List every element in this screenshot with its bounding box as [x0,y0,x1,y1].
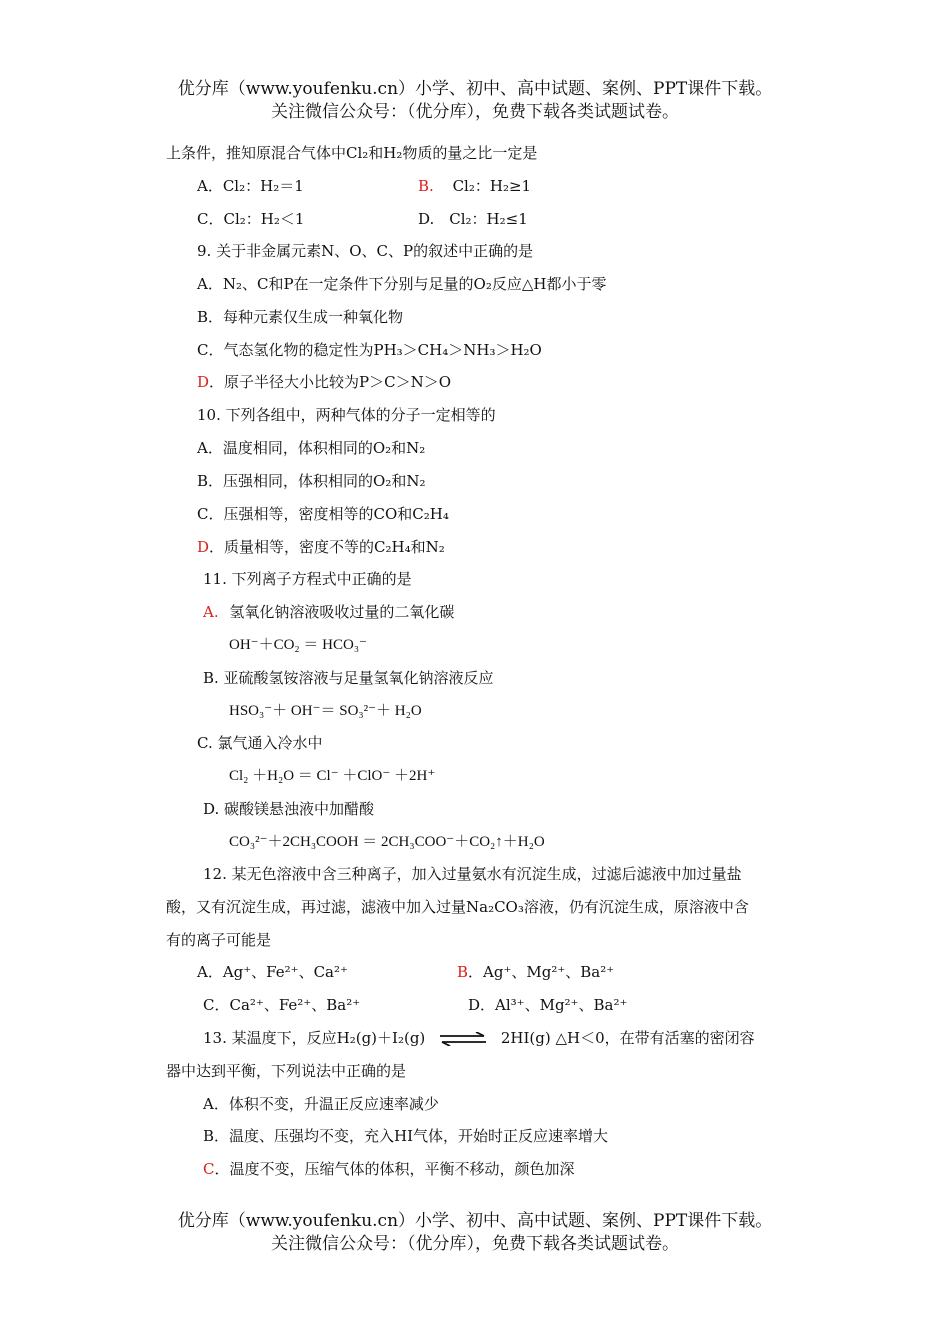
header-line-2: 关注微信公众号：（优分库），免费下载各类试题试卷。 [271,102,679,122]
q12-option-b [457,962,614,982]
q12-stem-line-3: 有的离子可能是 [166,931,272,949]
q13-option-b: B．温度、压强均不变，充入HI气体，开始时正反应速率增大 [203,1127,609,1145]
q10-option-d [197,537,445,557]
q12-option-a: A．Ag⁺、Fe²⁺、Ca²⁺ [197,963,348,981]
q11-stem: 11. 下列离子方程式中正确的是 [203,570,412,588]
q11-option-a [203,602,454,622]
q10-option-d-text: ．质量相等，密度不等的C₂H₄和N₂ [209,538,445,556]
answer-mark: C [203,1160,215,1178]
q10-option-c: C．压强相等，密度相等的CO和C₂H₄ [197,505,449,523]
q11-option-c: C. 氯气通入冷水中 [197,734,323,752]
q11-option-a-text: 氢氧化钠溶液吸收过量的二氧化碳 [229,603,455,621]
q12-option-b-text: ．Ag⁺、Mg²⁺、Ba²⁺ [468,963,615,981]
q11-equation-b: HSO₃⁻＋ OH⁻＝ SO₃²⁻＋ H₂O [229,703,422,719]
q13-stem-line-1 [203,1028,755,1048]
q12-option-d: D．Al³⁺、Mg²⁺、Ba²⁺ [468,996,628,1014]
q9-option-c: C．气态氢化物的稳定性为PH₃＞CH₄＞NH₃＞H₂O [197,341,542,359]
answer-mark: D [197,538,210,556]
q8-option-d: D. Cl₂：H₂≤1 [418,210,528,228]
q8-option-a: A．Cl₂：H₂＝1 [197,177,304,195]
q13-option-c [203,1159,575,1179]
q13-stem-line-2: 器中达到平衡，下列说法中正确的是 [166,1062,407,1080]
equilibrium-arrows-icon [438,1032,488,1046]
q10-option-b: B．压强相同，体积相同的O₂和N₂ [197,472,426,490]
answer-mark: D [197,373,210,391]
q10-stem: 10. 下列各组中，两种气体的分子一定相等的 [197,406,496,424]
q13-option-a: A．体积不变，升温正反应速率减少 [203,1095,439,1113]
header-line-1: 优分库（www.youfenku.cn）小学、初中、高中试题、案例、PPT课件下载。 [177,79,773,99]
answer-mark: B [457,963,469,981]
q10-option-a: A．温度相同，体积相同的O₂和N₂ [197,439,426,457]
q9-option-d-text: ．原子半径大小比较为P＞C＞N＞O [209,373,452,391]
q12-stem-line-1: 12. 某无色溶液中含三种离子，加入过量氨水有沉淀生成，过滤后滤液中加过量盐 [203,865,742,883]
q12-option-c: C．Ca²⁺、Fe²⁺、Ba²⁺ [203,996,361,1014]
q11-equation-a: OH⁻＋CO₂ ＝ HCO₃⁻ [229,637,367,653]
q8-option-b [418,176,531,196]
q9-option-d [197,372,451,392]
footer-line-1: 优分库（www.youfenku.cn）小学、初中、高中试题、案例、PPT课件下载。 [177,1211,773,1231]
q8-option-c: C．Cl₂：H₂＜1 [197,210,305,228]
q8-option-b-text: Cl₂：H₂≥1 [452,177,532,195]
q12-stem-line-2: 酸，又有沉淀生成，再过滤，滤液中加入过量Na₂CO₃溶液，仍有沉淀生成，原溶液中含 [166,898,749,916]
q11-equation-c: Cl₂ ＋H₂O ＝ Cl⁻ ＋ClO⁻ ＋2H⁺ [229,768,436,784]
q9-option-b: B．每种元素仅生成一种氧化物 [197,308,404,326]
q9-option-a: A．N₂、C和P在一定条件下分别与足量的O₂反应△H都小于零 [197,275,607,293]
answer-mark: A. [203,603,219,621]
q9-stem: 9. 关于非金属元素N、O、C、P的叙述中正确的是 [197,242,534,260]
q8-continuation: 上条件，推知原混合气体中Cl₂和H₂物质的量之比一定是 [166,144,538,162]
q11-option-d: D. 碳酸镁悬浊液中加醋酸 [203,800,375,818]
answer-mark: B. [418,177,434,195]
q13-option-c-text: ．温度不变，压缩气体的体积，平衡不移动，颜色加深 [214,1160,575,1178]
q11-option-b: B. 亚硫酸氢铵溶液与足量氢氧化钠溶液反应 [203,669,494,687]
q11-equation-d: CO₃²⁻＋2CH₃COOH ＝ 2CH₃COO⁻＋CO₂↑＋H₂O [229,834,545,850]
q13-stem-right: 2HI(g) △H＜0，在带有活塞的密闭容 [500,1029,755,1047]
footer-line-2: 关注微信公众号：（优分库），免费下载各类试题试卷。 [271,1234,679,1254]
q13-stem-left: 13. 某温度下，反应H₂(g)＋I₂(g) [203,1029,426,1047]
